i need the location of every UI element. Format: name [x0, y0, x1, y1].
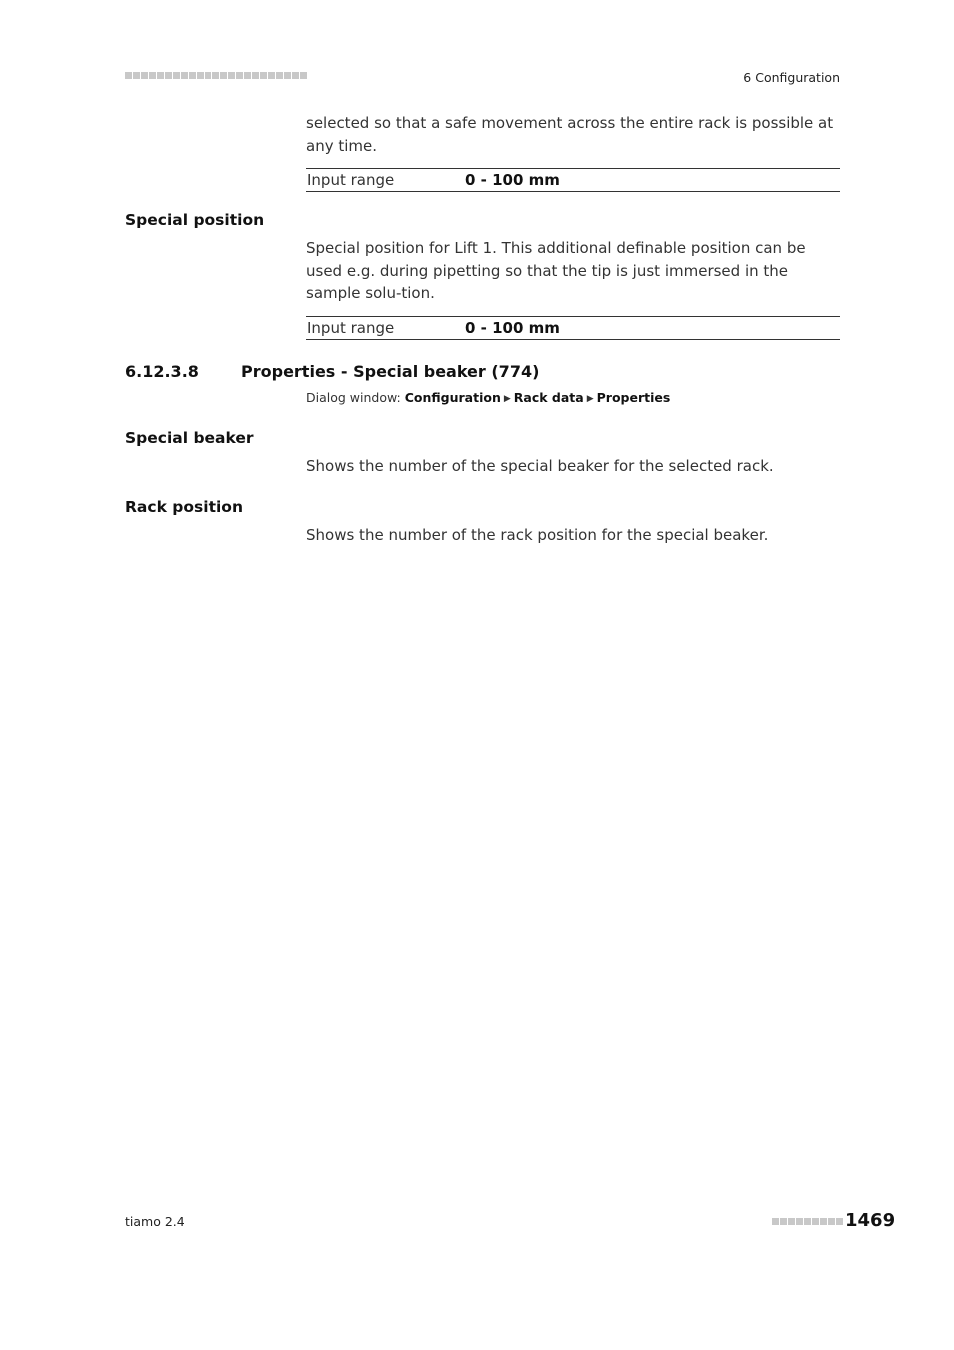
rack-position-paragraph: Shows the number of the rack position for the special beaker.: [306, 526, 769, 544]
section-number: 6.12.3.8: [125, 362, 199, 381]
intro-input-range: [306, 168, 840, 192]
footer-decoration: [772, 1218, 843, 1225]
header-decoration: [125, 72, 307, 81]
special-position-paragraph: Special position for Lift 1. This additional definable position can be used e.g. during pipetting so that the tip is just immersed in the sample solu-tion.: [306, 239, 806, 302]
page-number: 1469: [845, 1210, 896, 1231]
dialog-path-item: Rack data: [513, 390, 584, 405]
dialog-path: [306, 390, 670, 405]
term-special-beaker: Special beaker: [125, 429, 254, 447]
product-name: tiamo 2.4: [125, 1214, 185, 1229]
triangle-right-icon: ▶: [503, 394, 511, 404]
input-range-value: 0 - 100 mm: [465, 171, 560, 189]
term-special-position: Special position: [125, 211, 265, 229]
dialog-prefix: Dialog window:: [306, 390, 401, 405]
input-range-label: Input range: [307, 319, 395, 337]
term-rack-position: Rack position: [125, 498, 243, 516]
chapter-title: 6 Configuration: [743, 70, 840, 85]
dialog-path-item: Properties: [596, 390, 671, 405]
input-range-label: Input range: [307, 171, 395, 189]
triangle-right-icon: ▶: [586, 394, 594, 404]
intro-paragraph: selected so that a safe movement across the entire rack is possible at any time.: [306, 114, 834, 155]
section-title: Properties - Special beaker (774): [241, 362, 540, 381]
special-position-input-range: [306, 316, 840, 340]
dialog-path-item: Configuration: [404, 390, 501, 405]
input-range-value: 0 - 100 mm: [465, 319, 560, 337]
special-beaker-paragraph: Shows the number of the special beaker for the selected rack.: [306, 457, 774, 475]
